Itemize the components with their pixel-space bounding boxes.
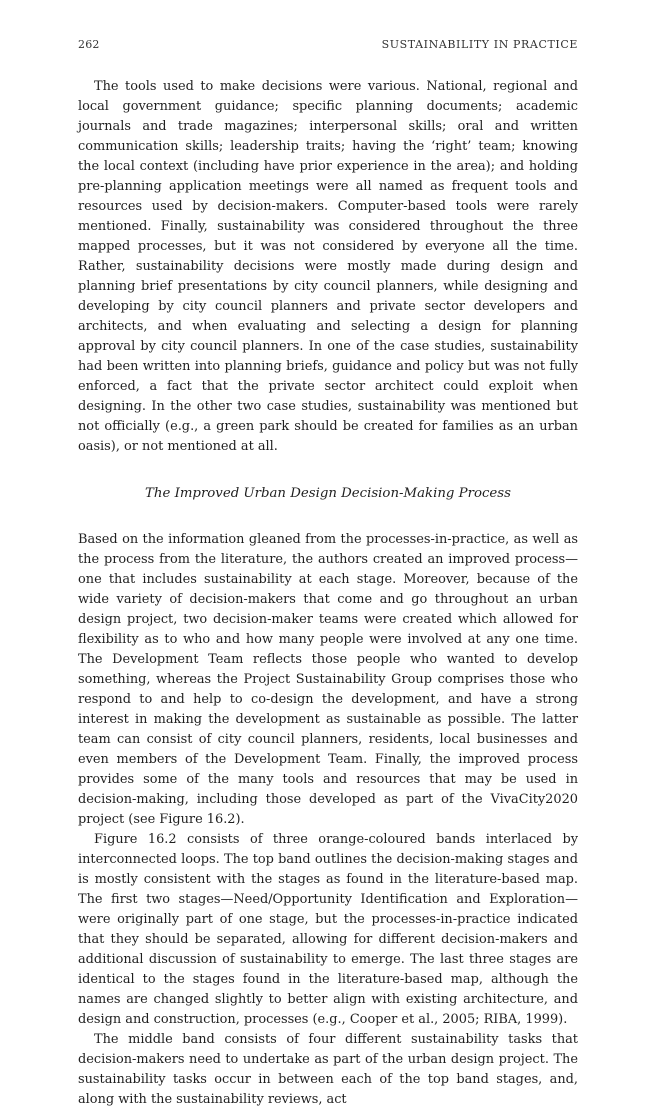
paragraph-improved-process: Based on the information gleaned from the processes-in-practice, as well as the process from the literature, the authors created an improved process—one that includes sustainability at each stage. Moreover, because of the wide variety of decision-makers that come and go throughout an urban design project, two decision-maker teams were created which allowed for flexibility as to who and how many people were involved at any one time. The Development Team reflects those people who wanted to develop something, whereas the Project Sustainability Group comprises those who respond to and help to co-design the development, and have a strong interest in making the development as sustainable as possible. The latter team can consist of city council planners, residents, local businesses and even members of the Development Team. Finally, the improved process provides some of the many tools and resources that may be used in decision-making, including those developed as part of the VivaCity2020 project (see Figure 16.2). xyxy=(78,532,578,827)
book-page xyxy=(78,0,578,1107)
running-head xyxy=(78,38,578,54)
section-heading: The Improved Urban Design Decision-Making Process xyxy=(145,486,511,501)
paragraph-middle-band: The middle band consists of four different sustainability tasks that decision-makers need to undertake as part of the urban design project. The sustainability tasks occur in between each of the top band stages, and, along with the sustainability reviews, act xyxy=(78,1032,578,1107)
page-number: 262 xyxy=(78,38,100,51)
body-text xyxy=(78,77,578,1110)
running-title: SUSTAINABILITY IN PRACTICE xyxy=(381,38,578,51)
paragraph-figure-description: Figure 16.2 consists of three orange-coloured bands interlaced by interconnected loops. The top band outlines the decision-making stages and is mostly consistent with the stages as found in the literature-based map. The first two stages—Need/Opportunity Identification and Exploration—were originally part of one stage, but the processes-in-practice indicated that they should be separated, allowing for different decision-makers and additional discussion of sustainability to emerge. The last three stages are identical to the stages found in the literature-based map, although the names are changed slightly to better align with existing architecture, and design and construction, processes (e.g., Cooper et al., 2005; RIBA, 1999). xyxy=(78,832,578,1027)
paragraph-decision-tools: The tools used to make decisions were various. National, regional and local government guidance; specific planning documents; academic journals and trade magazines; interpersonal skills; oral and written communication skills; leadership traits; having the ‘right’ team; knowing the local context (including have prior experience in the area); and holding pre-planning application meetings were all named as frequent tools and resources used by decision-makers. Computer-based tools were rarely mentioned. Finally, sustainability was considered throughout the three mapped processes, but it was not considered by everyone all the time. Rather, sustainability decisions were mostly made during design and planning brief presentations by city council planners, while designing and developing by city council planners and private sector developers and architects, and when evaluating and selecting a design for planning approval by city council planners. In one of the case studies, sustainability had been written into planning briefs, guidance and policy but was not fully enforced, a fact that the private sector architect could exploit when designing. In the other two case studies, sustainability was mentioned but not officially (e.g., a green park should be created for families as an urban oasis), or not mentioned at all. xyxy=(78,79,578,454)
